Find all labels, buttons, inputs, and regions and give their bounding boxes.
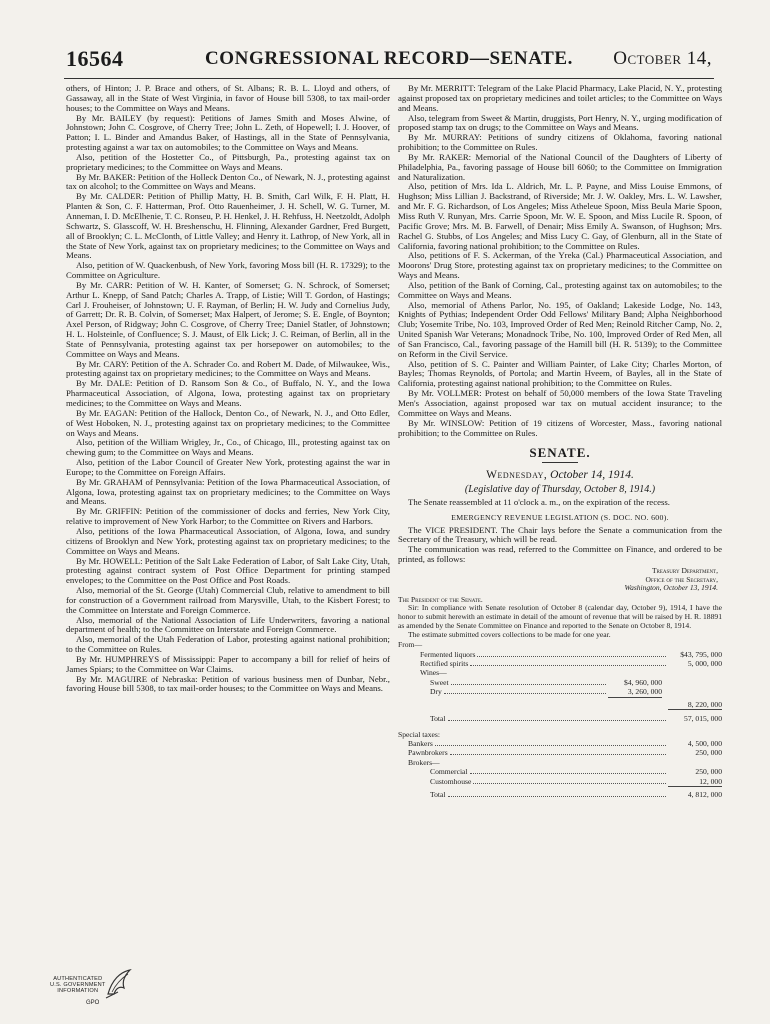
row-label: Fermented liquors <box>420 649 476 659</box>
logo-gpo: GPO <box>86 1000 100 1006</box>
senate-heading: SENATE. <box>529 445 591 461</box>
logo-line: U.S. GOVERNMENT <box>50 982 106 989</box>
senate-date-day: October 14, 1914. <box>550 469 634 482</box>
left-paragraph: Also, petition of the Hostetter Co., of Pittsburgh, Pa., protesting against tax on proprietary medicines; to the Committee on Ways and Means. <box>66 151 390 172</box>
leader-dots <box>448 796 667 797</box>
left-paragraph: By Mr. MAGUIRE of Nebraska: Petition of various business men of Dunbar, Nebr., favoring House bill 5308, to tax mail-order houses; to the Committee on Ways and Means. <box>66 673 390 694</box>
logo-line: INFORMATION <box>57 988 99 995</box>
left-paragraph: By Mr. HUMPHREYS of Mississippi: Paper to accompany a bill for relief of heirs of James Spiars; to the Committee on War Claims. <box>66 653 390 674</box>
gpo-authentication-logo <box>46 964 156 1012</box>
left-paragraph: By Mr. DALE: Petition of D. Ransom Son & Co., of Buffalo, N. Y., and the Iowa Pharmaceutical Association, of Algona, Iowa, protesting against tax on proprietary medicines; to the Committee on Ways and Means. <box>66 378 390 408</box>
senate-rule <box>542 462 578 463</box>
left-paragraph: Also, petitions of the Iowa Pharmaceutical Association, of Algona, Iowa, and sundry citizens of Brooklyn and New York, protesting against tax on proprietary medicines; to the Committee on Ways and Means. <box>66 525 390 556</box>
table-row <box>398 659 722 668</box>
table-row <box>398 687 722 697</box>
header-rule <box>64 78 714 79</box>
revenue-table <box>398 640 722 799</box>
leader-dots <box>448 720 667 721</box>
right-column <box>398 84 722 799</box>
row-label: Pawnbrokers <box>408 748 448 758</box>
letterhead-date: Washington, October 13, 1914. <box>624 583 718 593</box>
right-paragraph: Also, petition of the Bank of Corning, Cal., protesting against tax on automobiles; to the Committee on Ways and Means. <box>398 279 722 300</box>
row-value: $43, 795, 000 <box>680 649 722 659</box>
row-label: Bankers <box>408 738 433 748</box>
left-paragraph: Also, petition of the William Wrigley, Jr., Co., of Chicago, Ill., protesting against tax on chewing gum; to the Committee on Ways and Means. <box>66 437 390 458</box>
row-subvalue: 3, 260, 000 <box>608 687 662 697</box>
header-date: October 14, <box>613 48 712 69</box>
table-row <box>398 650 722 659</box>
table-row <box>398 668 722 677</box>
row-subvalue: $4, 960, 000 <box>624 677 662 687</box>
left-paragraph: Also, memorial of the Utah Federation of Labor, protesting against national prohibition; to the Committee on Rules. <box>66 634 390 655</box>
row-label: Brokers— <box>408 757 440 767</box>
left-paragraph: Also, petition of W. Quackenbush, of New York, favoring Moss bill (H. R. 17329); to the Committee on Agriculture. <box>66 260 390 281</box>
table-row <box>398 730 722 739</box>
row-value: 5, 000, 000 <box>687 659 722 669</box>
row-label: Sweet <box>430 677 449 687</box>
table-row <box>398 640 722 649</box>
right-paragraph: Also, petitions of F. S. Ackerman, of the Yreka (Cal.) Pharmaceutical Association, and Moorons' Drug Store, protesting against tax on proprietary medicines; to the Committee on Ways and Means. <box>398 250 722 281</box>
leader-dots <box>470 773 666 774</box>
row-value: 250, 000 <box>695 748 722 758</box>
row-label: Special taxes: <box>398 729 440 739</box>
right-paragraph: Also, petition of S. C. Painter and William Painter, of Lake City; Charles Morton, of Bayles; Thomas Reynolds, of Portola; and Martin Hveem, of Bayles, all in the State of California, protesting against national prohibition; to the Committee on Rules. <box>398 358 722 389</box>
row-value: 57, 015, 000 <box>684 714 722 724</box>
row-label: Total <box>430 789 446 799</box>
left-paragraph: By Mr. BAILEY (by request): Petitions of James Smith and Moses Alwine, of Johnstown; John C. Cosgrove, of Cherry Tree; John L. Zeth, of Hopewell; I. J. Hoover, of Patton; I. L. Binder and Amandus Baker, of Hastings, all in the State of Pennsylvania, protesting against a war tax on automobiles; to the Committee on Ways and Means. <box>66 112 390 153</box>
letter-body: Sir: In compliance with Senate resolution of October 8 (calendar day, October 9), 1914, I have the honor to submit herewith an estimate in detail of the amount of revenue that will be raised by H. R. 18891 as amended by the Senate Committee on Finance and reported to the Senate on October 8, 1914. <box>398 603 722 630</box>
logo-line: AUTHENTICATED <box>53 976 103 982</box>
communication-text: The communication was read, referred to the Committee on Finance, and ordered to be printed, as follows: <box>398 544 722 565</box>
leader-dots <box>473 783 666 784</box>
vice-president-text: The VICE PRESIDENT. The Chair lays before the Senate a communication from the Secretary of the Treasury, which will be read. <box>398 524 722 545</box>
table-row <box>398 777 722 787</box>
senate-date <box>398 471 722 481</box>
right-paragraph: Also, petition of Mrs. Ida L. Aldrich, Mr. L. P. Payne, and Miss Louise Emmons, of Hughson; Miss Lillian J. Backstrand, of Riverside; Mr. J. W. Oakley, Mrs. L. W. Lawsher, and Mr. F. G. Richardson, of Los Angeles; Miss Atheleue Spoon, Miss Beula Marie Spoon, Miss Ruth V. Runyan, Mrs. Carrie Spoon, Mr. W. E. Spoon, and Miss Lucile R. Spoon, of Pacific Grove; Mrs. M. B. Farwell, of Denair; Miss Emily A. Swanson, of Hughson; Mrs. Rachel G. Stubbs, of Los Angeles; and Miss Lucy C. Gay, of Glenburn, all in the State of California, favoring national prohibition; to the Committee on Rules. <box>398 181 722 251</box>
row-label: Wines— <box>420 668 447 678</box>
right-paragraph: By Mr. MERRITT: Telegram of the Lake Placid Pharmacy, Lake Placid, N. Y., protesting against proposed tax on proprietary medicines and toilet articles; to the Committee on Ways and Means. <box>398 83 722 113</box>
senate-date-weekday: Wednesday, <box>486 469 548 482</box>
eagle-icon <box>104 968 132 1005</box>
left-paragraph: By Mr. GRAHAM of Pennsylvania: Petition of the Iowa Pharmaceutical Association, of Algona, Iowa, protesting against tax on proprietary medicines; to the Committee on Ways and Means. <box>66 476 390 507</box>
right-paragraph: By Mr. RAKER: Memorial of the National Council of the Daughters of Liberty of Philadelphia, Pa., favoring passage of House bill 6060; to the Committee on Immigration and Naturalization. <box>398 151 722 182</box>
legislative-day: (Legislative day of Thursday, October 8, 1914.) <box>464 484 656 496</box>
emergency-heading: EMERGENCY REVENUE LEGISLATION (S. DOC. NO. 600). <box>451 512 669 522</box>
left-paragraph: By Mr. EAGAN: Petition of the Hallock, Denton Co., of Newark, N. J., and Otto Edler, of West Hoboken, N. J., protesting against tax on proprietary medicines; to the Committee on Ways and Means. <box>66 407 390 438</box>
table-row <box>398 714 722 723</box>
table-row <box>398 700 722 710</box>
table-row <box>398 758 722 767</box>
page-number: 16564 <box>66 46 124 71</box>
row-label: Dry <box>430 687 442 697</box>
left-paragraph: Also, memorial of the St. George (Utah) Commercial Club, relative to amendment to bill for construction of a Government railroad from Marysville, Utah, to the Kisbert Forest; to the Committee on Interstate and Foreign Commerce. <box>66 585 390 615</box>
left-paragraph: By Mr. CARR: Petition of W. H. Kanter, of Somerset; G. N. Schrock, of Somerset; Arthur L. Knepp, of Sand Patch; Charles A. Trapp, of Listie; Will T. Gordon, of Hastings; Carl J. Frouheiser, of Johnstown; U. F. Rayman, of Berlin; H. W. Judy and Cornelius Judy, of Garrett; Dr. R. B. Colvin, of Somerset; Max Halpert, of Jerome; S. E. Engle, of Boynton; Axel Person, of Ridgway; John C. Cosgrove, of Cherry Tree; Daniel Statler, of Johnstown; H. L. Holsteinle, of Confluence; S. J. Maust, of Elk Lick; J. C. Reiman, of Berlin, all in the State of Pennsylvania, protesting against tax per horsepower on automobiles; to the Committee on Ways and Means. <box>66 279 390 359</box>
reassembled-text: The Senate reassembled at 11 o'clock a. m., on the expiration of the recess. <box>408 496 670 507</box>
row-value: 12, 000 <box>668 777 722 787</box>
page-header <box>66 46 712 76</box>
table-row <box>398 748 722 757</box>
row-label: Customhouse <box>430 776 472 786</box>
page-title: CONGRESSIONAL RECORD—SENATE. <box>204 48 574 69</box>
letterhead <box>398 567 718 593</box>
left-paragraph: others, of Hinton; J. P. Brace and others, of St. Albans; R. B. L. Lloyd and others, of Gassaway, all in the State of West Virginia, in favor of House bill 5308, to tax mail-order houses; to the Committee on Ways and Means. <box>66 83 390 113</box>
right-paragraph: By Mr. MURRAY: Petitions of sundry citizens of Oklahoma, favoring national prohibition; to the Committee on Rules. <box>398 132 722 153</box>
left-paragraph: By Mr. GRIFFIN: Petition of the commissioner of docks and ferries, New York City, relative to improvement of New York Harbor; to the Committee on Rivers and Harbors. <box>66 506 390 527</box>
left-column <box>66 84 390 694</box>
row-value: 4, 500, 000 <box>687 738 722 748</box>
row-value: 250, 000 <box>695 767 722 777</box>
salutation: The President of the Senate. <box>398 594 483 604</box>
left-paragraph: By Mr. CARY: Petition of the A. Schrader Co. and Robert M. Dade, of Milwaukee, Wis., protesting against tax on proprietary medicines; to the Committee on Ways and Means. <box>66 358 390 379</box>
table-row <box>398 767 722 776</box>
row-label: Rectified spirits <box>420 659 469 669</box>
left-paragraph: Also, petition of the Labor Council of Greater New York, protesting against the war in Europe; to the Committee on Foreign Affairs. <box>66 457 390 477</box>
left-paragraph: By Mr. HOWELL: Petition of the Salt Lake Federation of Labor, of Salt Lake City, Utah, protesting against contract system of Post Office Department for printing stamped envelopes; to the Committee on the Post Office and Post Roads. <box>66 555 390 586</box>
row-label: Commercial <box>430 767 468 777</box>
estimate-note: The estimate submitted covers collections to be made for one year. <box>408 629 611 639</box>
right-paragraph: Also, telegram from Sweet & Martin, druggists, Port Henry, N. Y., urging modification of proposed stamp tax on drugs; to the Committee on Ways and Means. <box>398 112 722 133</box>
leader-dots <box>435 745 666 746</box>
table-row <box>398 678 722 687</box>
leader-dots <box>450 754 666 755</box>
right-paragraph: By Mr. VOLLMER: Protest on behalf of 50,000 members of the Iowa State Traveling Men's Association, against proposed war tax on mutual accident insurance; to the Committee on Ways and Means. <box>398 388 722 418</box>
right-paragraph: By Mr. WINSLOW: Petition of 19 citizens of Worcester, Mass., favoring national prohibition; to the Committee on Rules. <box>398 417 722 438</box>
left-paragraph: Also, memorial of the National Association of Life Underwriters, favoring a national department of health; to the Committee on Interstate and Foreign Commerce. <box>66 614 390 635</box>
table-row <box>398 739 722 748</box>
row-value: 8, 220, 000 <box>668 700 722 710</box>
leader-dots <box>451 684 606 685</box>
letterhead-department: Treasury Department, <box>651 565 718 575</box>
leader-dots <box>470 665 666 666</box>
from-label: From— <box>398 640 423 650</box>
right-paragraph: Also, memorial of Athens Parlor, No. 195, of Oakland; Lakeside Lodge, No. 143, Knights of Pythias; Independent Order Odd Fellows' Military Band; Alpha Neighborhood Club; Yosemite Tribe, No. 103, Improved Order of Red Men; Reinold Ritcher Camp, No. 2, United Spanish War Veterans; Monadnock Tribe, No. 100, Improved Order of Red Men, all of San Francisco, Cal., favoring passage of the Hamill bill (H. R. 5139); to the Committee on Reform in the Civil Service. <box>398 299 722 359</box>
logo-text <box>50 976 106 995</box>
table-row <box>398 790 722 799</box>
left-paragraph: By Mr. CALDER: Petition of Phillip Matty, H. B. Smith, Carl Wilk, F. H. Platt, H. Planten & Son, C. F. Hatterman, Prof. Otto Rauenheimer, J. H. Schell, W. G. Turner, M. Anneman, I. D. McElhenie, T. C. Ronseu, P. H. Henkel, J. H. Rehfuss, H. Neetzoldt, Adolph Schwartz, S. Glasscoff, W. H. Breshenschu, H. Flinning, Alexander Gardner, Fred Burgett, all of Brooklyn; C. L. McClonth, of Little Valley; and Henry it. Lathrop, of New York, all in the State of New York, against tax on proprietary medicines; to the Committee on Ways and Means. <box>66 191 390 261</box>
left-paragraph: By Mr. BAKER: Petition of the Holleck Denton Co., of Newark, N. J., protesting against tax on alcohol; to the Committee on Ways and Means. <box>66 171 390 192</box>
leader-dots <box>477 656 666 657</box>
row-value: 4, 812, 000 <box>687 789 722 799</box>
leader-dots <box>444 693 606 694</box>
row-label: Total <box>430 714 446 724</box>
letterhead-office: Office of the Secretary, <box>645 574 718 584</box>
